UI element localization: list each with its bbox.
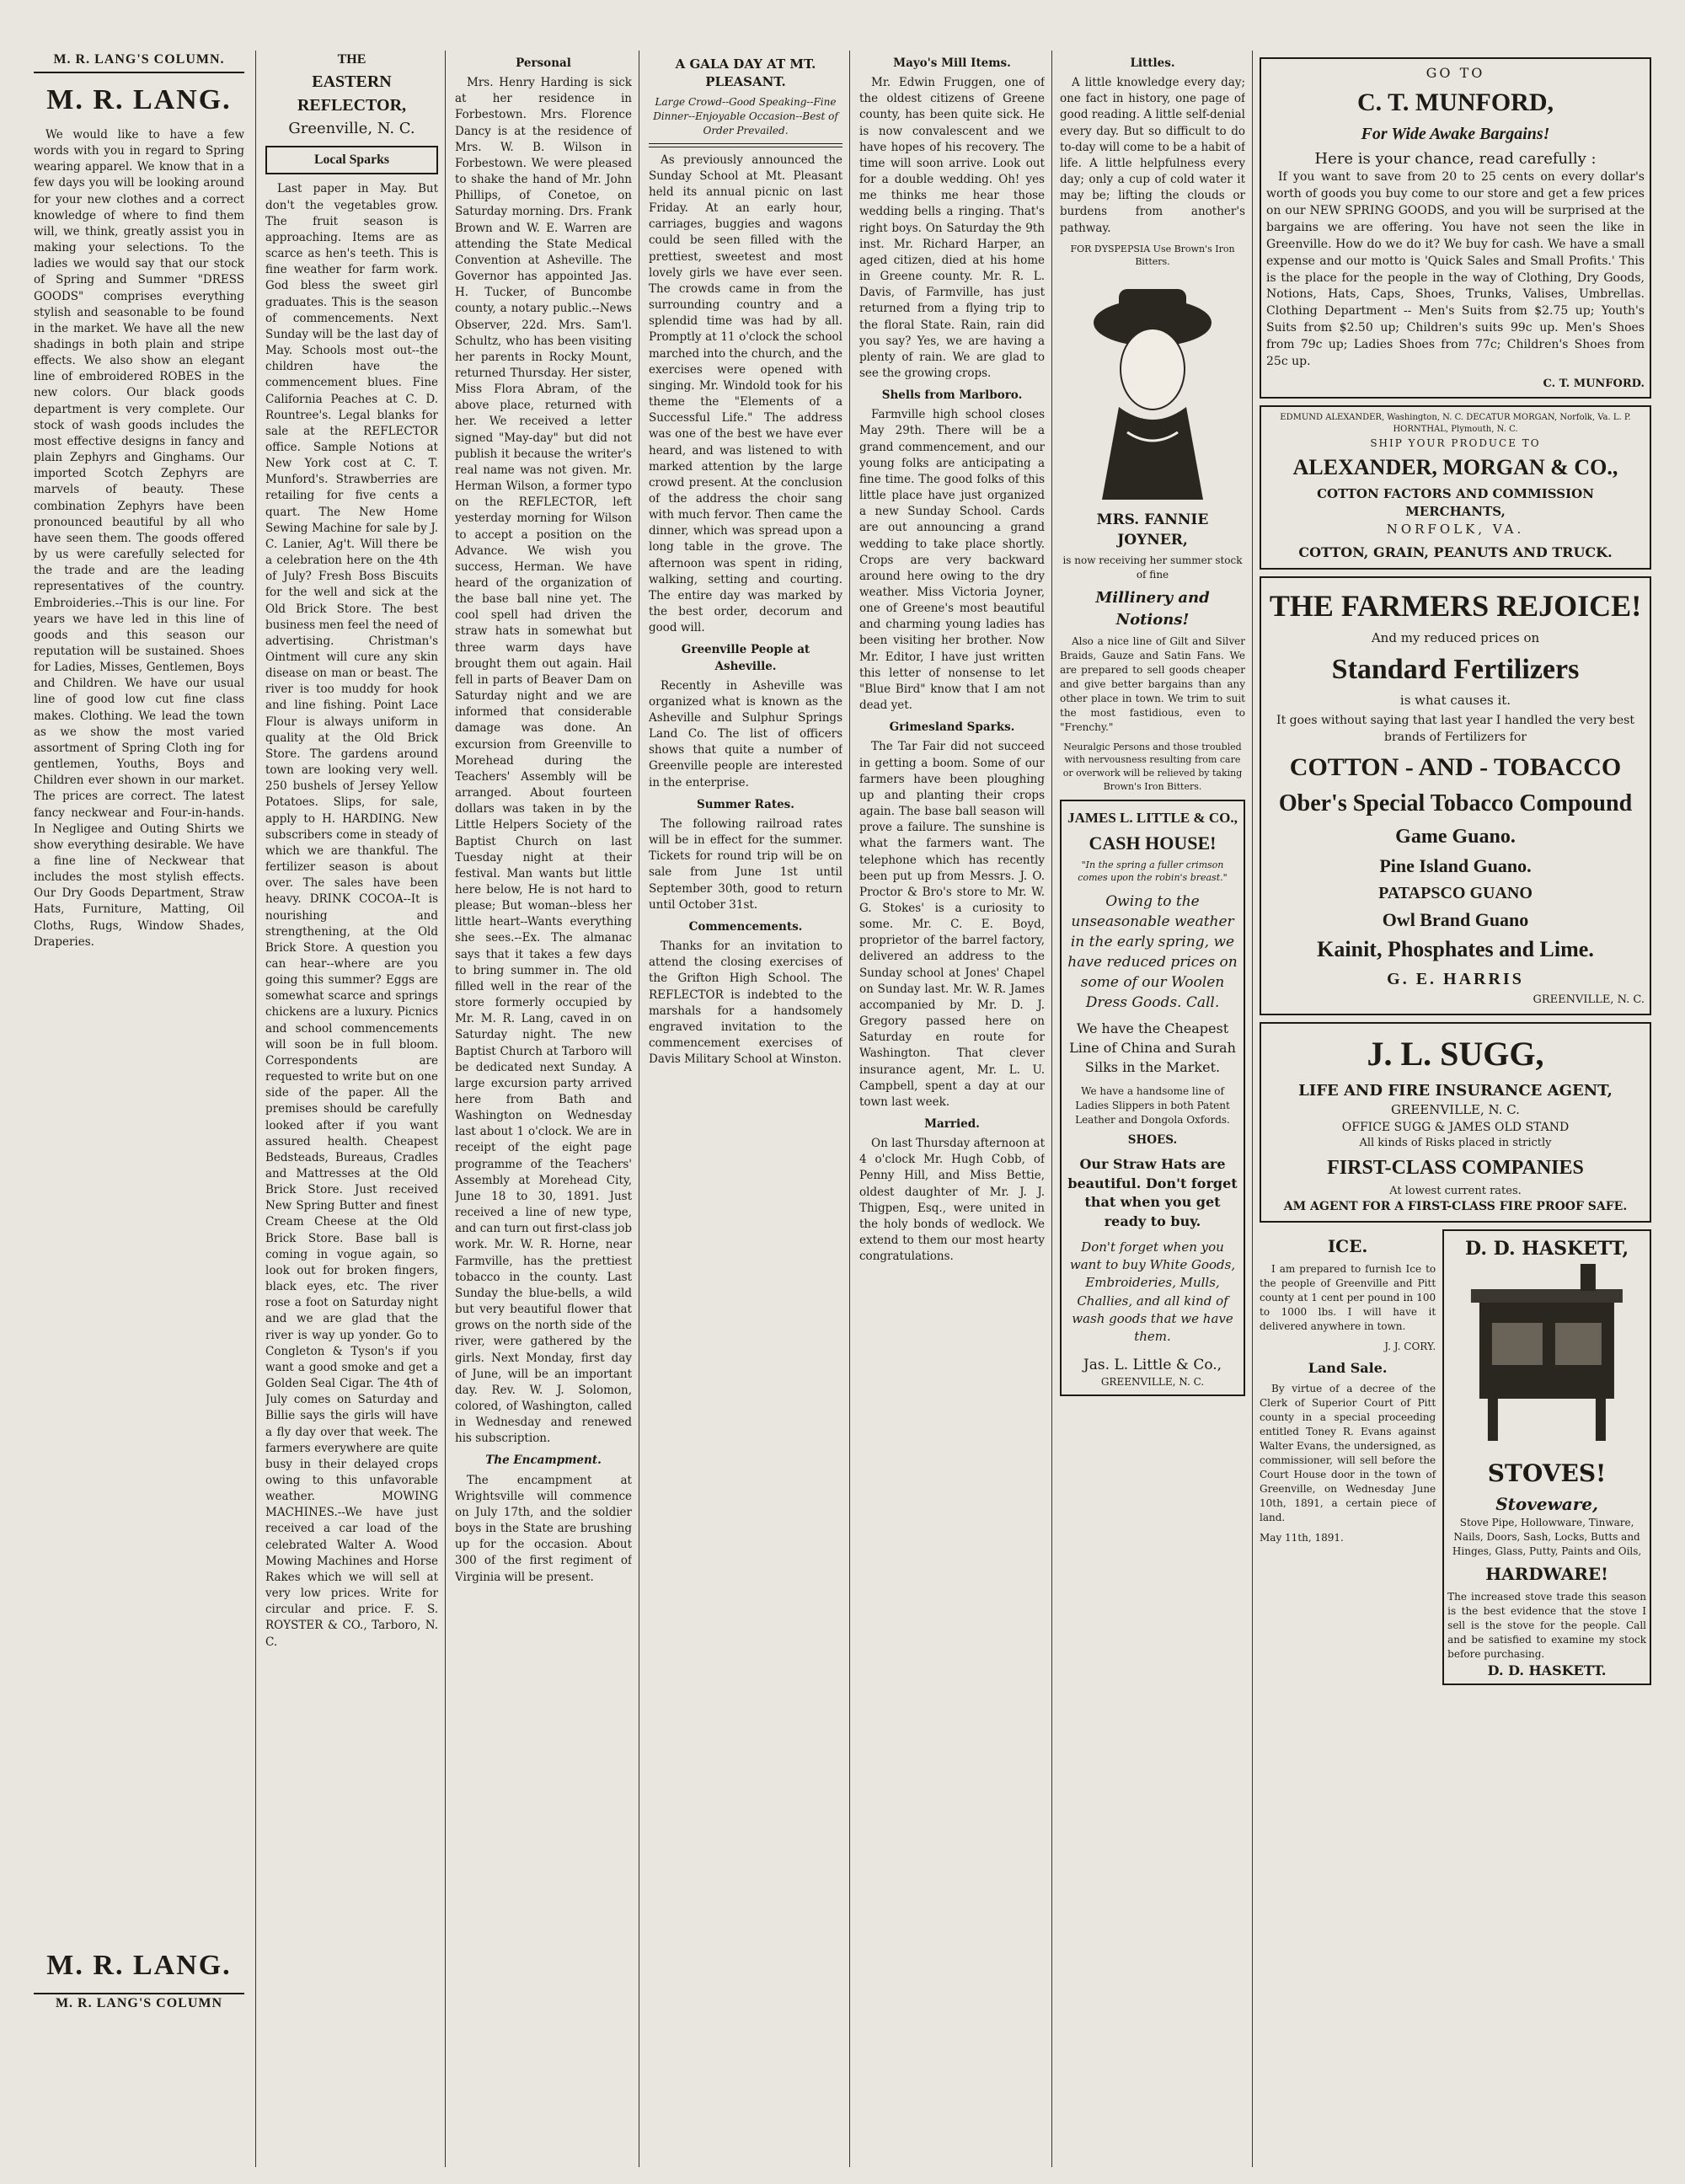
haskett-sign: D. D. HASKETT. [1487,1662,1607,1678]
land-sale-date: May 11th, 1891. [1260,1531,1344,1544]
sugg-tagline: LIFE AND FIRE INSURANCE AGENT, [1298,1081,1613,1100]
gala-head: A GALA DAY AT MT. PLEASANT. [675,56,816,90]
sugg-insurance-ad [1260,1022,1651,1223]
ice-head: ICE. [1327,1236,1368,1257]
column-mayo [859,51,1045,2167]
shoes-head: SHOES. [1127,1132,1178,1147]
married-head: Married. [924,1117,980,1131]
sugg-office: OFFICE SUGG & JAMES OLD STAND [1341,1120,1570,1134]
cash-house: CASH HOUSE! [1089,832,1217,854]
harris-place: GREENVILLE, N. C. [1533,993,1645,1007]
paper-place: Greenville, N. C. [288,119,415,137]
encampment-body: The encampment at Wrightsville will commence on July 17th, and the soldier boys in the State are brushing up for the occasion. About 300 of the first regiment of Virginia will be present. [455,1473,632,1584]
section-title: Local Sparks [313,153,389,168]
amc-special: COTTON, GRAIN, PEANUTS AND TRUCK. [1298,544,1613,561]
alexander-morgan-ad [1260,405,1651,570]
asheville-head: Greenville People at Asheville. [681,643,810,673]
amc-name: ALEXANDER, MORGAN & CO., [1292,454,1618,479]
gala-deck: Large Crowd--Good Speaking--Fine Dinner--Enjoyable Occasion--Best of Order Prevailed. [653,95,838,136]
hardware-body: The increased stove trade this season is the best evidence that the stove I sell is the stove for the people. Call and be satisfied to examine my stock before purchasing. [1447,1590,1646,1660]
munford-body: If you want to save from 20 to 25 cents on every dollar's worth of goods you buy come to our store and get a few prices on our NEW SPRING GOODS, and you will be surprised at the bargains we are offering. You have not seen the like in Greenville. How do we do it? We buy for cash. We have a small expense and our motto is 'Quick Sales and Small Profits.' This is the place for the people in the way of Clothing, Dry Goods, Notions, Hats, Caps, Shoes, Trunks, Valises, Umbrellas. Clothing Department -- Men's Suits from $2.75 up; Youth's Suits from $2.50 up; Children's suits 99c up. Men's Shoes from 79c up; Ladies Shoes from 77c; Children's Shoes from 25c up. [1266,170,1645,368]
first-class-companies: FIRST-CLASS COMPANIES [1327,1156,1584,1179]
ober-compound: Ober's Special Tobacco Compound [1278,790,1633,817]
dyspepsia-ad: FOR DYSPEPSIA Use Brown's Iron Bitters. [1070,243,1235,268]
amc-ship: SHIP YOUR PRODUCE TO [1370,436,1541,449]
encampment-head: The Encampment. [485,1453,602,1468]
ice-body: I am prepared to furnish Ice to the people of Greenville and Pitt county at 1 cent per pound in 100 to 1000 lbs. I will have it delivered anywhere in town. [1260,1262,1436,1332]
divider [649,143,842,147]
spring-quote: "In the spring a fuller crimson comes upon the robin's breast." [1078,859,1228,884]
column-rule [1051,51,1052,2167]
mayo-head: Mayo's Mill Items. [893,56,1011,70]
harris-name: G. E. HARRIS [1387,970,1524,989]
marlboro-body: Farmville high school closes May 29th. There will be a grand commencement, and our young folks are anticipating a fine time. The good folks of this little place have just organized a new Sunday School. Cards are out announcing a grand wedding to take place shortly. Crops are very backward around here owing to the dry weather. Miss Victoria Joyner, one of Greene's most beautiful and charming young ladies has been visiting her brother. Now Mr. Editor, I have just written this letter of nonsense to let "Blue Bird" know that I am not dead yet. [859,408,1045,713]
column-personal [455,51,632,2167]
summer-rates-head: Summer Rates. [697,797,794,811]
amc-place: NORFOLK, VA. [1386,522,1525,538]
ice-sign: J. J. CORY. [1384,1340,1436,1352]
munford-ad [1260,57,1651,399]
land-sale-body: By virtue of a decree of the Clerk of Superior Court of Pitt county in a special proceeding entitled Toney R. Evans against Walter Evans, the undersigned, as commissioner, will sell before the Court House door in the town of Greenville, on Wednesday June 10th, 1891, a certain piece of land. [1260,1382,1436,1523]
column-rule [445,51,446,2167]
milliner-name: MRS. FANNIE JOYNER, [1096,511,1209,549]
haskett-stove-ad [1442,1229,1651,1685]
married-body: On last Thursday afternoon at 4 o'clock Mr. Hugh Cobb, of Penny Hill, and Miss Bettie, oldest daughter of Mr. J. J. Thigpen, Esq., were united in the holy bonds of wedlock. We extend to them our most hearty congratulations. [859,1137,1045,1264]
munford-chance: Here is your chance, read carefully : [1314,149,1597,168]
cory-ice-ad [1260,1229,1436,1685]
land-sale-head: Land Sale. [1308,1359,1388,1376]
column-lang [34,51,244,2167]
column-littles [1060,51,1245,2167]
asheville-body: Recently in Asheville was organized what is known as the Asheville and Sulphur Springs Land Co. The list of officers shows that quite a number of Greenville people are interested in the enterprise. [649,678,842,790]
munford-name: C. T. MUNFORD, [1356,88,1554,116]
standard-fertilizers: Standard Fertilizers [1331,653,1580,685]
straw-hats: Our Straw Hats are beautiful. Don't forget that when you get ready to buy. [1067,1155,1238,1230]
sugg-place: GREENVILLE, N. C. [1391,1102,1520,1118]
slippers-notice: We have a handsome line of Ladies Slippers in both Patent Leather and Dongola Oxfords. [1075,1084,1230,1126]
hardware-head: HARDWARE! [1485,1564,1608,1585]
stove-body: Stove Pipe, Hollowware, Tinware, Nails, Doors, Sash, Locks, Butts and Hinges, Glass, Putty, Paints and Oils, [1452,1517,1642,1558]
littles-head: Littles. [1130,56,1175,70]
milliner-tagline: is now receiving her summer stock of fine [1062,554,1243,581]
sugg-safe-agent: AM AGENT FOR A FIRST-CLASS FIRE PROOF SAFE. [1283,1200,1628,1214]
neuralgic-ad: Neuralgic Persons and those troubled with nervousness resulting from care or overwork will be relieved by taking Brown's Iron Bitters. [1062,741,1243,792]
column-gala [649,51,842,2167]
column-local-sparks [265,51,438,2167]
china-silks: We have the Cheapest Line of China and Surah Silks in the Market. [1069,1020,1236,1075]
munford-sign: C. T. MUNFORD. [1543,377,1645,390]
column-rule [849,51,850,2167]
stoves-head: STOVES! [1487,1459,1607,1487]
column-advertisements [1260,51,1651,2167]
farmers-rejoice: THE FARMERS REJOICE! [1269,589,1642,624]
littles-body: A little knowledge every day; one fact in history, one page of good reading. A little self-denial every day. But so difficult to do to-day will come to be a habit of life. A little helpfulness every day; only a cup of cold water it may be; lifting the clouds or burdens from another's pathway. [1060,76,1245,235]
game-guano: Game Guano. [1395,826,1516,848]
stoveware-head: Stoveware, [1495,1493,1598,1514]
mayo-body: Mr. Edwin Fruggen, one of the oldest citizens of Greene county, has been quite sick. He is now convalescent and we have hopes of his recovery. The time will soon arrive. Look out for a double wedding. Oh! yes me thinks me hear those wedding bells a ringing. That's right boys. On Saturday the 9th inst. Mr. Richard Harper, an aged citizen, died at his home in Greene county. Mr. R. L. Davis, of Farmville, has just returned from a flying trip to the floral State. Rain, rain did you say? Yes, we are having a plenty of rain. We are glad to see the growing crops. [859,76,1045,380]
milliner-body: Also a nice line of Gilt and Silver Braids, Gauze and Satin Fans. We are prepared to sell goods cheaper and give better bargains than any other place in town. We trim to suit the most fastidious, even to "Frenchy." [1060,634,1245,733]
sugg-kinds: All kinds of Risks placed in strictly [1359,1137,1552,1150]
amc-partners: EDMUND ALEXANDER, Washington, N. C. DECATUR MORGAN, Norfolk, Va. L. P. HORNTHAL, Plymouth, N. C. [1280,413,1631,435]
section-head-local-sparks [265,146,438,174]
fertilizers-body: It goes without saying that last year I handled the very best brands of Fertilizers for [1276,714,1634,744]
grimesland-head: Grimesland Sparks. [889,720,1015,735]
bottom-ads-row [1260,1229,1651,1685]
commencements-head: Commencements. [688,919,803,934]
lang-title: M. R. LANG. [46,83,232,115]
summer-rates-body: The following railroad rates will be in effect for the summer. Tickets for round trip will be on sale from June 1st until September 30th, good to return until October 31st. [649,816,842,912]
lang-body: We would like to have a few words with you in regard to Spring wearing apparel. We know that in a few days you will be looking around for your new clothes and a correct knowledge of where to find them will, we think, greatly assist you in making your selections. To the ladies we would say that our stock of Spring and Summer "DRESS GOODS" comprises everything stylish and seasonable to be found in the market. We have all the new shadings in both plain and stripe effects. We also show an elegant line of embroidered ROBES in the new colors. Our black goods department is very complete. Our stock of wash goods includes the most effective designs in fancy and plain Zephyrs and Ginghams. Our imported Scotch Zephyrs are marvels of beauty. These combination Zephyrs have been pronounced beautiful by all who have seen them. The goods offered by us were carefully selected for the trade and are the leading representatives of the country. Embroideries.--This is our line. For years we have led in this line of goods and this season our reputation will be sustained. Shoes for Ladies, Misses, Gentlemen, Boys and Children. We have our usual line of good low cut fine class makes. Clothing. We lead the town as we show the most varied assortment of Spring Cloth ing for gentlemen, Youths, Boys and Children ever shown in our market. The prices are correct. The latest fancy neckwear and Four-in-hands. In Negligee and Outing Shirts we show everything desirable. We have a fine line of Neckwear that includes the most stylish effects. Our Dry Goods Department, Straw Hats, Furniture, Matting, Oil Cloths, Rugs, Window Shades, Draperies. [34,127,244,949]
fertilizers-sub: is what causes it. [1399,692,1511,708]
haskett-name: D. D. HASKETT, [1465,1238,1629,1261]
little-co-name: JAMES L. LITTLE & CO., [1067,810,1238,827]
commencements-body: Thanks for an invitation to attend the closing exercises of the Grifton High School. The REFLECTOR is indebted to the marshals for a handsomely engraved invitation to the commencement exercises of Davis Military School at Winston. [649,939,842,1067]
sugg-rates: At lowest current rates. [1389,1184,1522,1197]
stove-illustration [1447,1264,1646,1449]
column-rule [255,51,256,2167]
forget-notice: Don't forget when you want to buy White Goods, Embroideries, Mulls, Challies, and all kind of wash goods that we have them. [1069,1239,1236,1345]
gala-body: As previously announced the Sunday School at Mt. Pleasant held its annual picnic on last Friday. At an early hour, carriages, buggies and wagons could be seen filled with the prettiest, sweetest and most lovely girls we have ever seen. The crowds came in from the surrounding country and a splendid time was had by all. Promptly at 11 o'clock the school marched into the church, and the exercises were opened with singing. Mr. Windold took for his theme the "Elements of a Successful Life." The address was one of the best we have ever heard, and was listened to with marked attention by the large crowd present. At the conclusion of the address the choir sang with much fervor. Then came the dinner, which was spread upon a long table in the grove. The afternoon was spent in riding, walking, setting and courting. The entire day was marked by the best order, decorum and good will. [649,153,842,635]
harris-fertilizer-ad [1260,576,1651,1015]
owing-notice: Owing to the unseasonable weather in the early spring, we have reduced prices on some of our Woolen Dress Goods. Call. [1067,892,1238,1012]
kainit-phosphates: Kainit, Phosphates and Lime. [1317,937,1594,962]
goto-label: GO TO [1426,65,1485,81]
milliner-line: Millinery and Notions! [1095,589,1210,629]
patapsco-guano: PATAPSCO GUANO [1378,883,1533,902]
grimesland-body: The Tar Fair did not succeed in getting a boom. Some of our farmers have been ploughing up and planting their crops again. The base ball season will prove a failure. The sunshine is what the farmers want. The telephone which has recently been put up from Messrs. J. O. Proctor & Bro's store to Mr. W. G. Stokes' is a curiosity to some. Mr. C. E. Boyd, proprietor of the barrel factory, delivered an address to the Sunday school at Jones' Chapel on Sunday last. Mr. W. R. James accompanied by Mr. D. J. Gregory passed here on Saturday en route for Washington. That clever insurance agent, Mr. L. U. Campbell, spent a day at our town last week. [859,740,1045,1109]
lady-portrait-illustration [1060,272,1245,500]
lang-column-head: M. R. LANG'S COLUMN. [34,51,244,73]
little-co-place: GREENVILLE, N. C. [1100,1375,1205,1388]
pine-island-guano: Pine Island Guano. [1379,855,1532,877]
local-sparks-body: Last paper in May. But don't the vegetables grow. The fruit season is approaching. Items are as scarce as hen's teeth. This is fine weather for farm work. God bless the sweet girl graduates. This is the season of commencements. Next Sunday will be the last day of May. Schools most out--the children have the commencement blues. Fine California Peaches at C. D. Rountree's. Legal blanks for sale at the REFLECTOR office. Sample Notions at New York cost at C. T. Munford's. Strawberries are retailing for five cents a quart. The New Home Sewing Machine for sale by J. C. Lanier, Ag't. Will there be a celebration here on the 4th of July? Fresh Boss Biscuits for the well and sick at the Old Brick Store. The best business men feel the need of advertising. Christman's Ointment will cure any skin disease on man or beast. The river is too muddy for hook and line fishing. Point Lace Flour is always uniform in quality at the Old Brick Store. The gardens around town are looking very well. 250 bushels of Jersey Yellow Potatoes. Slips, for sale, apply to H. HARDING. New subscribers come in steady of which we are thankful. The fertilizer season is about over. The sales have been heavy. DRINK COCOA--It is nourishing and strengthening, at the Old Brick Store. A question you can hear--where are you going this summer? Eggs are somewhat scarce and springs chickens are a luxury. Picnics and school commencements will soon be in full bloom. Correspondents are requested to write but on one side of the paper. All the premises should be carefully looked after if you want assured health. Cheapest Bedsteads, Bureaus, Cradles and Mattresses at the Old Brick Store. Just received New Spring Butter and finest Cream Cheese at the Old Brick Store. Base ball is coming in vogue again, so look out for broken fingers, black eyes, etc. The river rose a foot on Saturday night and we are glad that the river is way up yonder. Go to Congleton & Tyson's if you want a good smoke and get a Golden Seal Cigar. The 4th of July comes on Saturday and Billie says the girls will have a fly day over that week. The farmers everywhere are quite busy in their delayed crops owing to this unfavorable weather. MOWING MACHINES.--We have just received a car load of the celebrated Walter A. Wood Mowing Machines and Horse Rakes which we will sell at very low prices. Write for circular and price. F. S. ROYSTER & CO., Tarboro, N. C. [265,182,438,1649]
column-rule [1252,51,1253,2167]
personal-head: Personal [516,56,571,70]
marlboro-head: Shells from Marlboro. [881,388,1023,403]
farmers-sub: And my reduced prices on [1371,630,1540,646]
paper-title: EASTERN REFLECTOR, [297,72,407,115]
little-co-sign: Jas. L. Little & Co., [1083,1356,1222,1373]
paper-the: THE [337,52,366,67]
personal-body: Mrs. Henry Harding is sick at her residence in Forbestown. Mrs. Florence Dancy is at the residence of Mrs. W. B. Wilson in Forbestown. We were pleased to shake the hand of Mr. John Phillips, of Conetoe, on Saturday morning. Drs. Frank Brown and W. E. Warren are attending the State Medical Convention at Asheville. The Governor has appointed Jas. H. Tucker, of Buncombe county, a notary public.--News Observer, 22d. Mrs. Sam'l. Schultz, who has been visiting her parents in Rocky Mount, returned Thursday. Her sister, Miss Flora Abram, of the above place, returned with her. We received a letter signed "May-day" but did not publish it because the writer's real name was not given. Mr. Herman Wilson, a former typo on the REFLECTOR, left yesterday morning for Wilson to accept a position on the Advance. We wish you success, Herman. We have heard of the organization of the base ball nine yet. The cool spell had driven the straw hats in somewhat but three warm days have brought them out again. Hail fell in parts of Beaver Dam on Saturday night and we are informed that considerable damage was done. An excursion from Greenville to Morehead during the Teachers' Assembly will be arranged. About fourteen dollars was taken in by the Little Helpers Society of the Baptist Church on last Tuesday night at their festival. Man wants but little here below, He is not hard to please; But woman--bless her little heart--Wants everything she sees.--Ex. The almanac says that it takes a few days to bring summer in. The old filled well in the rear of the store formerly occupied by Mr. M. R. Lang, caved in on Saturday night. The new Baptist Church at Tarboro will be dedicated next Sunday. A large excursion party arrived here from Bath and Washington on Wednesday last about 1 o'clock. We are in receipt of the eight page programme of the Teachers' Assembly at Morehead City, June 18 to 30, 1891. Just received a line of new type, and can turn out first-class job work. Mr. W. R. Horne, near Farmville, has the prettiest tobacco in the county. Last Sunday the blue-bells, a wild but very beautiful flower that grows on the north side of the river, were gathered by the girls. Next Monday, first day of June, will be an important day. Rev. W. J. Solomon, colored, of Washington, called in Wednesday and renewed his subscription. [455,76,632,1446]
lang-footer-title: M. R. LANG. [46,1949,232,1981]
munford-tagline: For Wide Awake Bargains! [1361,125,1550,144]
lang-footer-head: M. R. LANG'S COLUMN [34,1993,244,2015]
owl-brand-guano: Owl Brand Guano [1382,908,1529,930]
little-co-ad [1060,800,1245,1396]
cotton-tobacco: COTTON - AND - TOBACCO [1289,752,1622,781]
amc-tagline: COTTON FACTORS AND COMMISSION MERCHANTS, [1317,485,1594,519]
sugg-name: J. L. SUGG, [1367,1034,1544,1073]
